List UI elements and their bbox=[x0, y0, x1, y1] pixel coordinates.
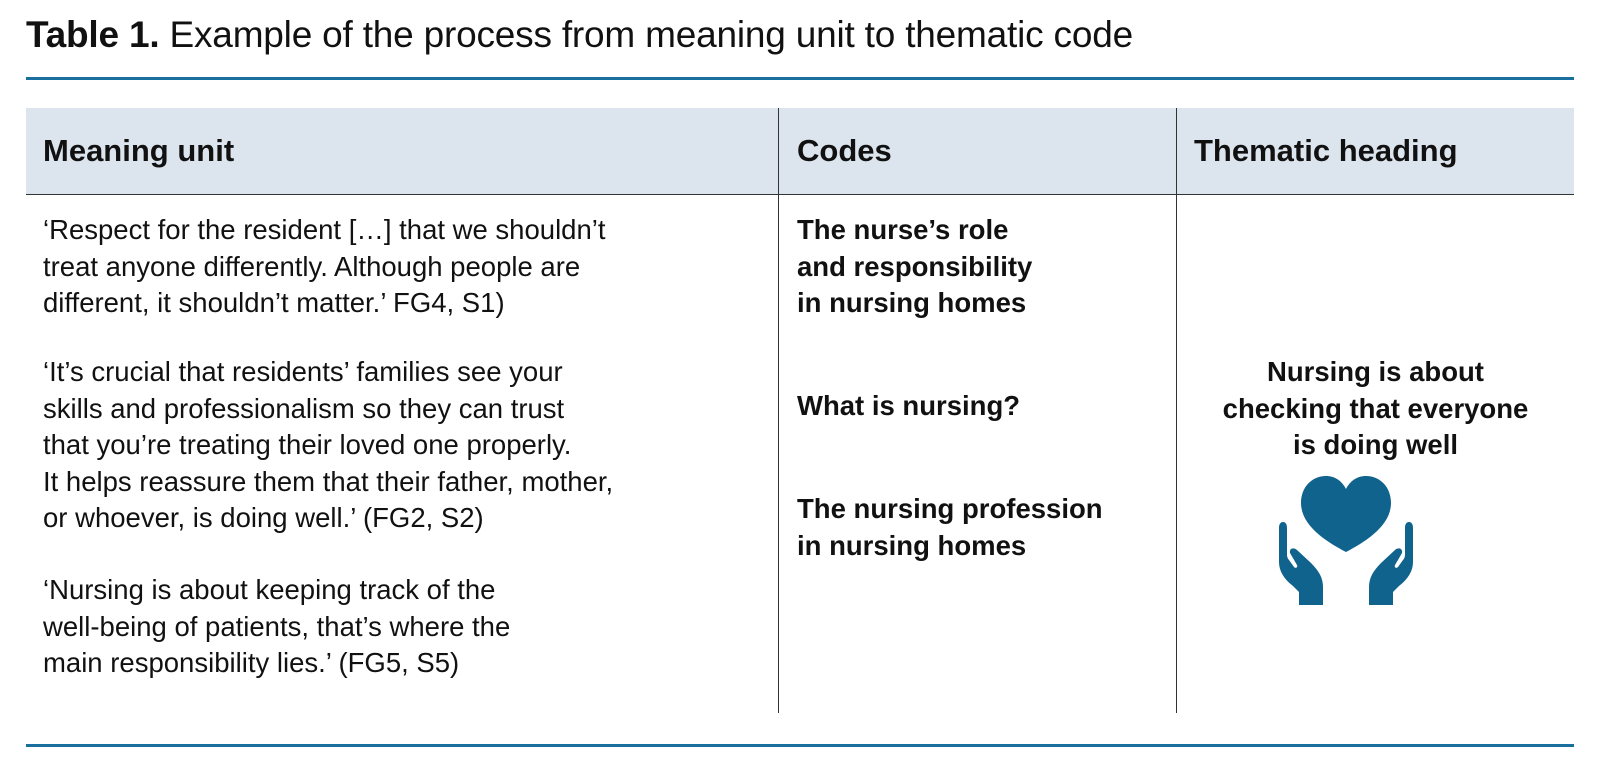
bottom-rule bbox=[26, 744, 1574, 747]
code-item: What is nursing? bbox=[797, 390, 1021, 421]
meaning-unit-quote: ‘It’s crucial that residents’ families see your skills and professionalism so they can trust that you’re treating their loved one properly. It helps reassure them that their father, mother, or whoever, is doing well.’ (FG2, S2) bbox=[43, 356, 614, 533]
code-item: The nursing profession in nursing homes bbox=[797, 493, 1103, 561]
caption-text: Example of the process from meaning unit to thematic code bbox=[169, 14, 1133, 55]
heart-in-hands-icon bbox=[1275, 470, 1425, 610]
header-thematic-heading: Thematic heading bbox=[1194, 133, 1458, 168]
header-codes: Codes bbox=[797, 133, 892, 168]
table-header-row bbox=[26, 108, 1574, 195]
caption-label: Table 1. bbox=[26, 14, 160, 55]
column-divider bbox=[778, 108, 779, 713]
thematic-heading: Nursing is about checking that everyone is doing well bbox=[1222, 356, 1529, 460]
code-item: The nurse’s role and responsibility in nursing homes bbox=[797, 214, 1033, 318]
top-rule bbox=[26, 77, 1574, 80]
header-meaning-unit: Meaning unit bbox=[43, 133, 235, 168]
meaning-unit-quote: ‘Respect for the resident […] that we shouldn’t treat anyone differently. Although people are different, it shouldn’t matter.’ FG4, S1) bbox=[43, 214, 606, 318]
meaning-unit-table bbox=[26, 108, 1574, 713]
meaning-unit-quote: ‘Nursing is about keeping track of the well-being of patients, that’s where the main responsibility lies.’ (FG5, S5) bbox=[43, 574, 511, 678]
table-caption bbox=[26, 12, 1133, 58]
